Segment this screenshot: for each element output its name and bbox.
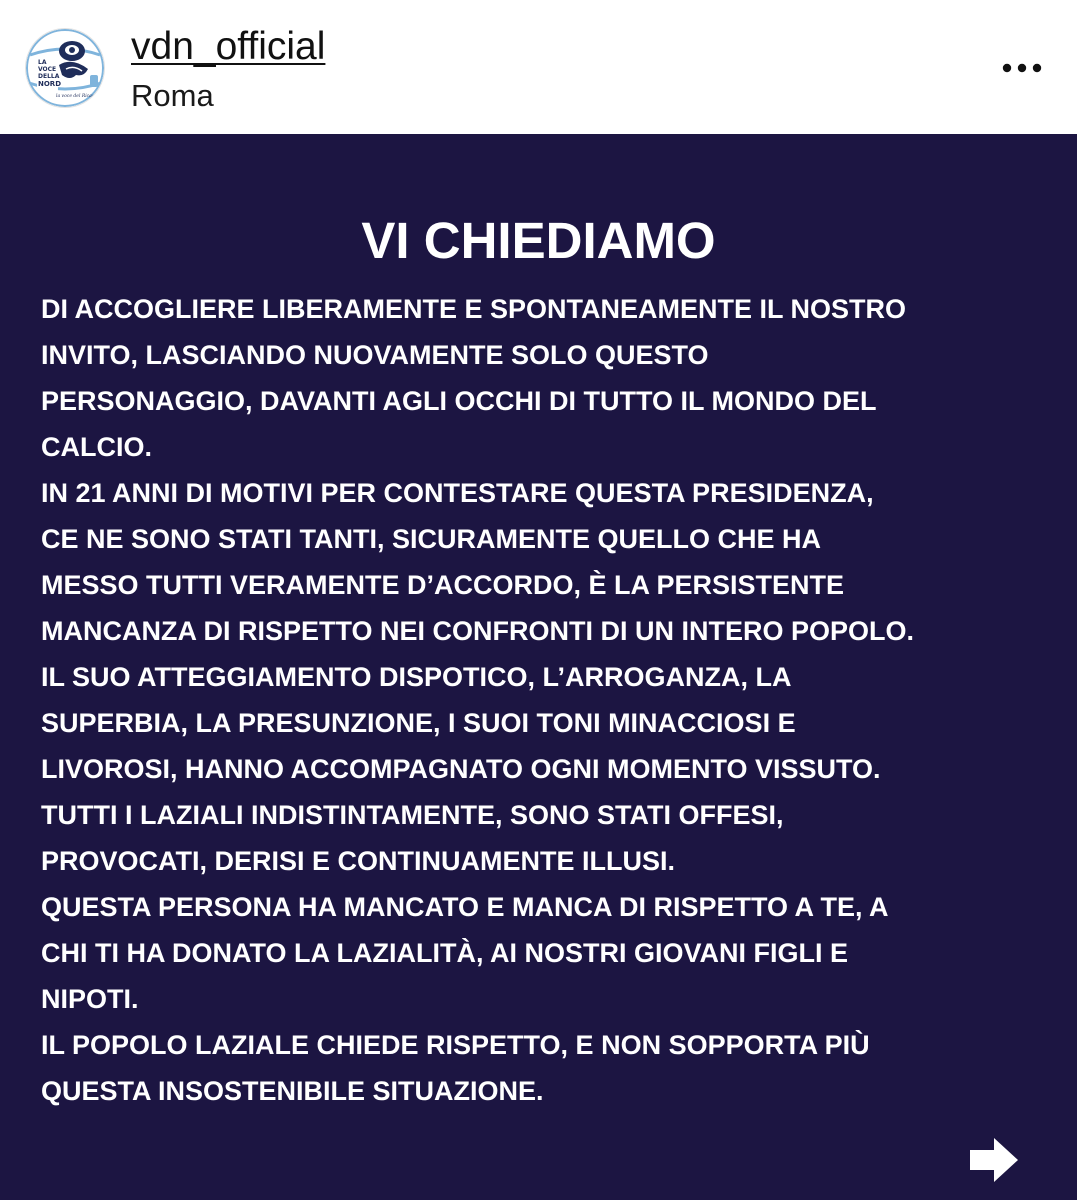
location-link[interactable]: Roma <box>131 78 214 113</box>
post-text-line: MESSO TUTTI VERAMENTE D’ACCORDO, È LA PERSISTENTE <box>41 570 845 600</box>
post-text-line: IL SUO ATTEGGIAMENTO DISPOTICO, L’ARROGANZA, LA <box>41 662 792 692</box>
post-text-line: NIPOTI. <box>41 984 139 1014</box>
avatar-tagline: la voce del Ricasoli <box>56 94 100 99</box>
post-text-line: CALCIO. <box>41 432 152 462</box>
post-text-line: SUPERBIA, LA PRESUNZIONE, I SUOI TONI MINACCIOSI E <box>41 708 796 738</box>
username-link[interactable]: vdn_official <box>131 25 326 68</box>
arrow-right-icon <box>966 1132 1022 1188</box>
post-text-line: CHI TI HA DONATO LA LAZIALITÀ, AI NOSTRI GIOVANI FIGLI E <box>41 938 848 968</box>
post-text-line: QUESTA INSOSTENIBILE SITUAZIONE. <box>41 1076 544 1106</box>
post-text-line: QUESTA PERSONA HA MANCATO E MANCA DI RISPETTO A TE, A <box>41 892 889 922</box>
avatar-text-1: LA <box>38 59 47 66</box>
avatar-text-3: DELLA <box>38 73 60 80</box>
post-body-text <box>41 286 1051 1114</box>
post-title: VI CHIEDIAMO <box>361 212 716 269</box>
post-text-line: IL POPOLO LAZIALE CHIEDE RISPETTO, E NON SOPPORTA PIÙ <box>41 1030 870 1060</box>
post-text-line: IN 21 ANNI DI MOTIVI PER CONTESTARE QUESTA PRESIDENZA, <box>41 478 874 508</box>
more-horizontal-icon <box>999 48 1045 88</box>
post-header <box>0 0 1077 134</box>
post-text-line: TUTTI I LAZIALI INDISTINTAMENTE, SONO STATI OFFESI, <box>41 800 784 830</box>
post-text-line: INVITO, LASCIANDO NUOVAMENTE SOLO QUESTO <box>41 340 709 370</box>
post-text-line: LIVOROSI, HANNO ACCOMPAGNATO OGNI MOMENTO VISSUTO. <box>41 754 881 784</box>
post-text-line: DI ACCOGLIERE LIBERAMENTE E SPONTANEAMENTE IL NOSTRO <box>41 294 907 324</box>
next-slide-button[interactable] <box>966 1132 1022 1188</box>
avatar-text-4: NORD <box>38 80 62 88</box>
post-text-line: PROVOCATI, DERISI E CONTINUAMENTE ILLUSI. <box>41 846 676 876</box>
more-options-button[interactable] <box>999 48 1045 88</box>
avatar-text-2: VOCE <box>38 66 57 73</box>
avatar[interactable] <box>26 29 104 107</box>
post-text-line: CE NE SONO STATI TANTI, SICURAMENTE QUELLO CHE HA <box>41 524 822 554</box>
post-text-line: MANCANZA DI RISPETTO NEI CONFRONTI DI UN INTERO POPOLO. <box>41 616 915 646</box>
post-text-line: PERSONAGGIO, DAVANTI AGLI OCCHI DI TUTTO IL MONDO DEL <box>41 386 877 416</box>
vdn-logo <box>26 29 104 107</box>
